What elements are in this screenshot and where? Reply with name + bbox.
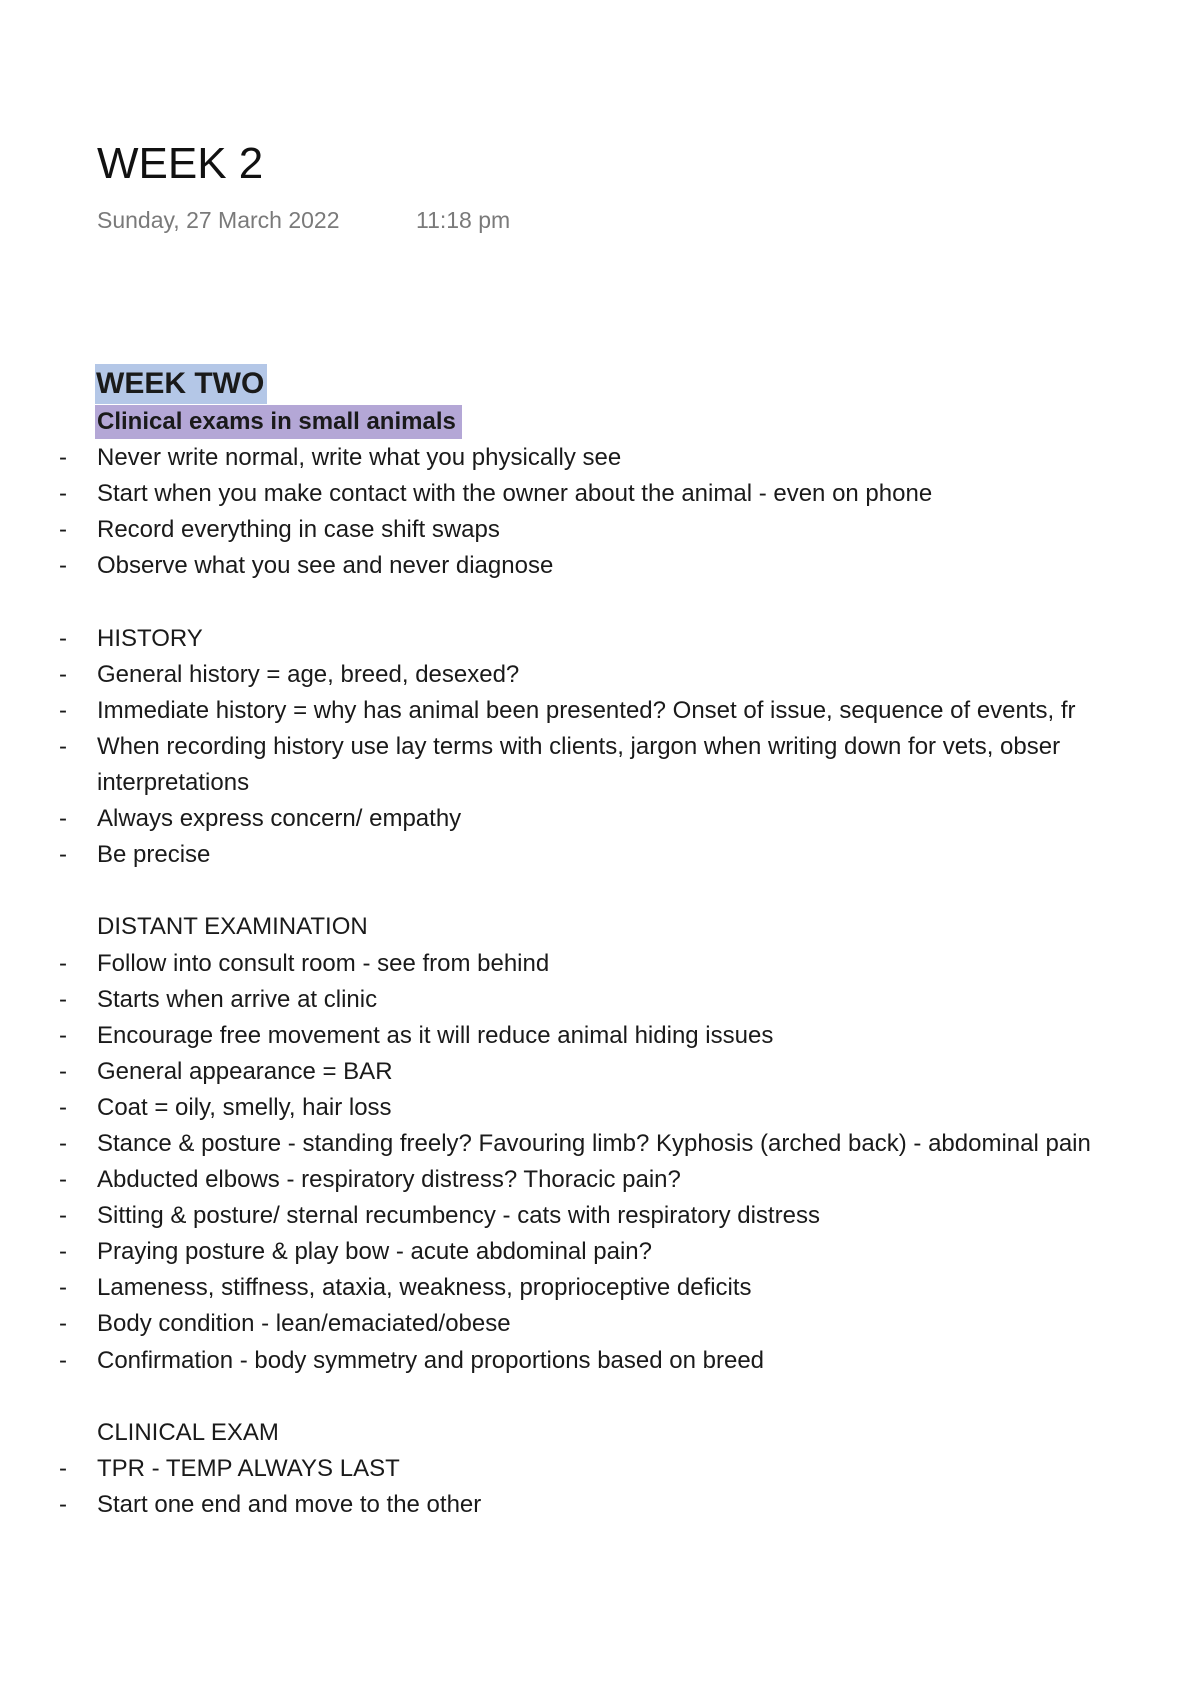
bullet-text: Confirmation - body symmetry and proportions based on breed [97, 1346, 765, 1374]
bullet-text: Start one end and move to the other [97, 1490, 482, 1518]
bullet-dash: - [59, 1021, 67, 1049]
bullet-dash: - [59, 1346, 67, 1374]
bullet-dash: - [59, 1238, 67, 1266]
bullet-text: Follow into consult room - see from behind [97, 949, 550, 977]
bullet-item [0, 1090, 1200, 1126]
bullet-item [0, 621, 1200, 657]
section-subheading-row [0, 404, 1200, 440]
blank-line [0, 1379, 1200, 1415]
bullet-item [0, 693, 1200, 729]
blank-line [0, 585, 1200, 621]
bullet-dash: - [59, 480, 67, 508]
bullet-text: Abducted elbows - respiratory distress? Thoracic pain? [97, 1166, 681, 1194]
bullet-item [0, 1451, 1200, 1487]
bullet-text: Praying posture & play bow - acute abdominal pain? [97, 1238, 652, 1266]
bullet-dash: - [59, 552, 67, 580]
bullet-item [0, 548, 1200, 584]
bullet-dash: - [59, 985, 67, 1013]
page-date: Sunday, 27 March 2022 [97, 207, 340, 233]
line-text: CLINICAL EXAM [97, 1418, 279, 1446]
bullet-dash: - [59, 1093, 67, 1121]
bullet-dash: - [59, 1454, 67, 1482]
bullet-item [0, 1234, 1200, 1270]
bullet-item [0, 1198, 1200, 1234]
bullet-item [0, 1054, 1200, 1090]
bullet-item [0, 1306, 1200, 1342]
bullet-dash: - [59, 624, 67, 652]
bullet-dash: - [59, 805, 67, 833]
text-line [0, 1415, 1200, 1451]
bullet-text: Stance & posture - standing freely? Favouring limb? Kyphosis (arched back) - abdominal pain [97, 1129, 1091, 1157]
line-text: DISTANT EXAMINATION [97, 913, 368, 941]
section-subheading: Clinical exams in small animals [95, 405, 462, 439]
bullet-text: Lameness, stiffness, ataxia, weakness, proprioceptive deficits [97, 1274, 752, 1302]
bullet-text: General appearance = BAR [97, 1057, 393, 1085]
bullet-dash: - [59, 660, 67, 688]
bullet-dash: - [59, 696, 67, 724]
bullet-text: Never write normal, write what you physically see [97, 444, 622, 472]
bullet-item [0, 729, 1200, 765]
bullet-item [0, 1018, 1200, 1054]
text-line [0, 765, 1200, 801]
bullet-text: HISTORY [97, 624, 203, 652]
bullet-dash: - [59, 516, 67, 544]
bullet-text: Observe what you see and never diagnose [97, 552, 554, 580]
bullet-item [0, 946, 1200, 982]
bullet-dash: - [59, 732, 67, 760]
blank-line [0, 873, 1200, 909]
bullet-item [0, 440, 1200, 476]
page-time: 11:18 pm [416, 207, 511, 233]
bullet-text: TPR - TEMP ALWAYS LAST [97, 1454, 400, 1482]
bullet-item [0, 1487, 1200, 1523]
bullet-dash: - [59, 1202, 67, 1230]
bullet-dash: - [59, 444, 67, 472]
bullet-text: Always express concern/ empathy [97, 805, 462, 833]
bullet-item [0, 1343, 1200, 1379]
line-text: interpretations [97, 769, 250, 797]
bullet-dash: - [59, 949, 67, 977]
section-heading: WEEK TWO [95, 364, 267, 404]
bullet-text: Starts when arrive at clinic [97, 985, 378, 1013]
section-heading-row [0, 368, 1200, 404]
bullet-dash: - [59, 1057, 67, 1085]
bullet-dash: - [59, 1166, 67, 1194]
bullet-text: Body condition - lean/emaciated/obese [97, 1310, 511, 1338]
bullet-item [0, 982, 1200, 1018]
bullet-dash: - [59, 1129, 67, 1157]
bullet-text: Be precise [97, 841, 211, 869]
bullet-item [0, 1270, 1200, 1306]
bullet-text: Coat = oily, smelly, hair loss [97, 1093, 392, 1121]
bullet-item [0, 837, 1200, 873]
bullet-item [0, 1162, 1200, 1198]
bullet-dash: - [59, 1274, 67, 1302]
bullet-item [0, 657, 1200, 693]
bullet-item [0, 512, 1200, 548]
bullet-text: When recording history use lay terms with clients, jargon when writing down for vets, obser [97, 732, 1061, 760]
bullet-text: Encourage free movement as it will reduce animal hiding issues [97, 1021, 774, 1049]
bullet-dash: - [59, 841, 67, 869]
bullet-item [0, 476, 1200, 512]
bullet-text: General history = age, breed, desexed? [97, 660, 520, 688]
note-content [0, 368, 1200, 1523]
bullet-text: Sitting & posture/ sternal recumbency - cats with respiratory distress [97, 1202, 820, 1230]
bullet-item [0, 1126, 1200, 1162]
page-title: WEEK 2 [97, 139, 264, 188]
bullet-dash: - [59, 1310, 67, 1338]
bullet-text: Immediate history = why has animal been presented? Onset of issue, sequence of events, fr [97, 696, 1076, 724]
bullet-dash: - [59, 1490, 67, 1518]
bullet-item [0, 801, 1200, 837]
text-line [0, 909, 1200, 945]
bullet-text: Record everything in case shift swaps [97, 516, 500, 544]
bullet-text: Start when you make contact with the owner about the animal - even on phone [97, 480, 933, 508]
